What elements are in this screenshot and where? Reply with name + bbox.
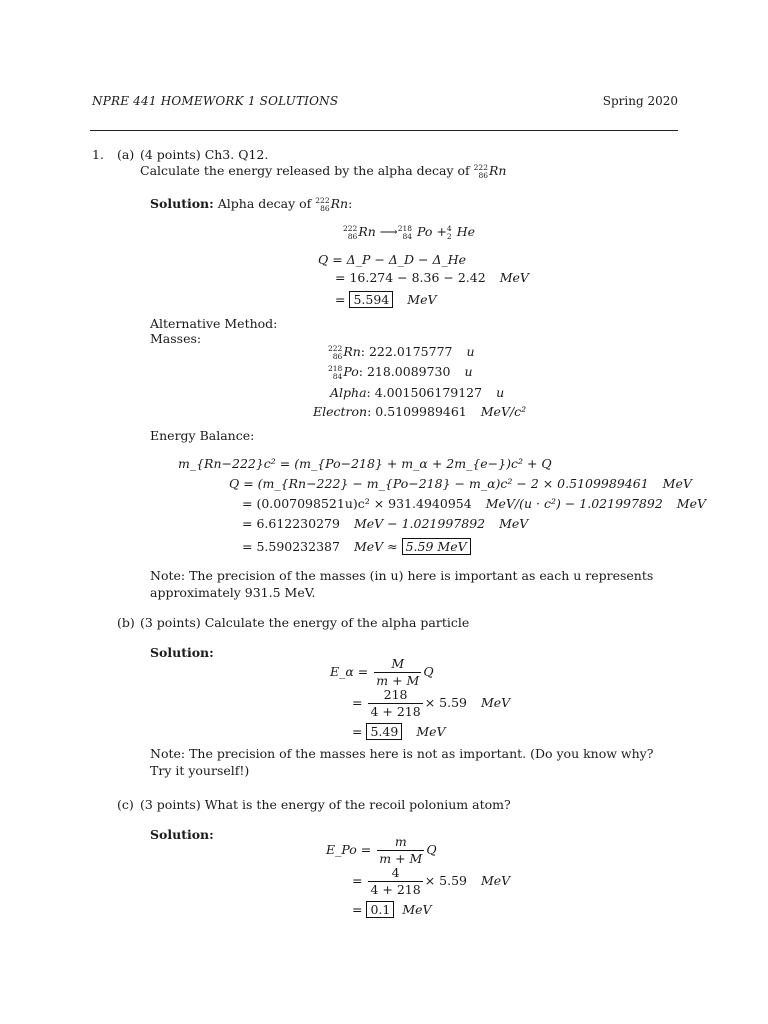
part-b-equation-line2: = $\frac{218}{4 + 218}$ × 5.59 MeV — [352, 687, 511, 719]
mass-electron: Electron: 0.5109989461 MeV/c² — [313, 404, 527, 419]
solution-label: Solution: — [150, 196, 214, 211]
decay-reaction: 222 86Rn ⟶218 84 Po +4 2 He — [343, 223, 475, 241]
energy-balance-line2: Q = (m_{Rn−222} − m_{Po−218} − m_α)c² − 2 × 0.5109989461 MeV — [229, 476, 692, 491]
part-a-ref: Ch3. Q12. — [204, 147, 269, 162]
part-a-prompt — [140, 163, 506, 180]
part-b-label: (b) — [117, 615, 135, 630]
solution-intro-text: Alpha decay of — [217, 196, 312, 211]
q-equation-line3: = 5.594 MeV — [335, 292, 437, 307]
header-divider — [90, 130, 678, 131]
part-c-header: (3 points) What is the energy of the recoil polonium atom? — [140, 797, 511, 812]
q-result-box: 5.594 — [349, 291, 393, 308]
q-equation-line1: Q = Δ_P − Δ_D − Δ_He — [318, 252, 467, 267]
energy-balance-result-box: 5.59 MeV — [402, 538, 471, 555]
q-equation-line2: = 16.274 − 8.36 − 2.42 MeV — [335, 270, 529, 285]
part-c-result-box: 0.1 — [366, 901, 394, 918]
prompt-rn-indices: 222 86 — [473, 162, 488, 180]
part-c-equation-line1: E_Po = $\frac{m}{m + M}$ Q — [326, 834, 437, 866]
part-b-equation-line3: = 5.49 MeV — [352, 724, 446, 739]
part-b-header: (3 points) Calculate the energy of the alpha particle — [140, 615, 470, 630]
problem-number: 1. — [92, 147, 104, 162]
energy-balance-line1: m_{Rn−222}c² = (m_{Po−218} + m_α + 2m_{e−})c² + Q — [178, 456, 552, 471]
part-c-label: (c) — [117, 797, 134, 812]
energy-balance-line3: = (0.007098521u)c² × 931.4940954 MeV/(u · c²) − 1.021997892 MeV — [242, 496, 707, 511]
part-b-result-box: 5.49 — [366, 723, 402, 740]
part-c-solution-label: Solution: — [150, 827, 214, 842]
prompt-rn-symbol: Rn — [488, 163, 507, 178]
mass-rn: 222 86Rn: 222.0175777 u — [328, 343, 475, 361]
part-a-prompt-text: Calculate the energy released by the alpha decay of — [140, 163, 470, 178]
document-header-term: Spring 2020 — [602, 94, 678, 108]
energy-balance-line5: = 5.590232387 MeV ≈ 5.59 MeV — [242, 539, 471, 556]
part-c-equation-line2: = $\frac{4}{4 + 218}$ × 5.59 MeV — [352, 865, 511, 897]
part-b-note: Note: The precision of the masses here is not as important. (Do you know why? Try it yourself!) — [150, 746, 654, 778]
part-b-solution-label: Solution: — [150, 645, 214, 660]
document-header-title: NPRE 441 HOMEWORK 1 SOLUTIONS — [92, 94, 339, 108]
mass-po: 218 84Po: 218.0089730 u — [328, 363, 473, 381]
part-a-header — [140, 147, 268, 164]
part-a-points: (4 points) — [140, 147, 201, 162]
part-a-label: (a) — [117, 147, 135, 162]
part-b-equation-line1: E_α = $\frac{M}{m + M}$ Q — [330, 656, 434, 688]
alternative-method-label: Alternative Method: — [150, 316, 278, 331]
part-c-equation-line3: = 0.1 MeV — [352, 902, 432, 917]
mass-alpha: Alpha: 4.001506179127 u — [330, 385, 505, 400]
energy-balance-label: Energy Balance: — [150, 428, 255, 443]
part-a-solution-intro: Solution: Alpha decay of 222 86Rn: — [150, 195, 353, 213]
energy-balance-line4: = 6.612230279 MeV − 1.021997892 MeV — [242, 516, 529, 531]
part-a-note: Note: The precision of the masses (in u) here is important as each u represents approximately 931.5 MeV. — [150, 568, 654, 600]
masses-label: Masses: — [150, 331, 202, 346]
